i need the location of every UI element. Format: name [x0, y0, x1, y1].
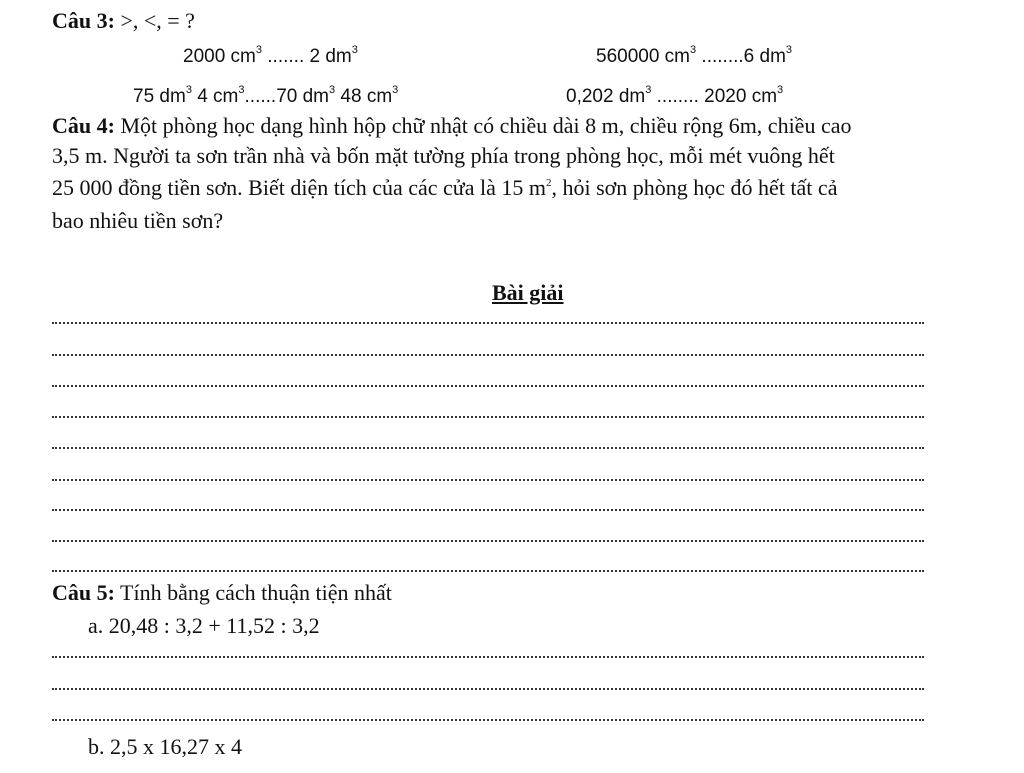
- exponent: 3: [255, 44, 262, 56]
- q3-item-3: [133, 84, 398, 110]
- answer-line: [52, 570, 924, 572]
- q3-item-4-right: 2020 cm: [704, 86, 778, 107]
- q4-text-1: Một phòng học dạng hình hộp chữ nhật có chiều dài 8 m, chiều rộng 6m, chiều cao: [114, 113, 852, 138]
- answer-line: [52, 354, 924, 356]
- q3-item-3-a: 75 dm: [133, 86, 186, 107]
- q5-label: Câu 5:: [52, 580, 115, 605]
- q4-line-2: 3,5 m. Người ta sơn trần nhà và bốn mặt tường phía trong phòng học, mỗi mét vuông hết: [52, 143, 835, 168]
- q5-part-b: b. 2,5 x 16,27 x 4: [88, 734, 242, 759]
- q3-item-3-blank: ......: [244, 86, 277, 107]
- q3-heading: [52, 8, 195, 34]
- answer-line: [52, 416, 924, 418]
- q3-item-3-d: 48 cm: [335, 86, 393, 107]
- q4-line-4: bao nhiêu tiền sơn?: [52, 208, 224, 233]
- q4-text-3a: 25 000 đồng tiền sơn. Biết diện tích của các cửa là 15 m: [52, 175, 546, 200]
- q3-item-2: [596, 44, 792, 70]
- exponent: 3: [238, 84, 245, 96]
- q3-item-4: [566, 84, 783, 110]
- answer-line: [52, 688, 924, 690]
- q4-line-1: [52, 113, 851, 139]
- q3-item-1-blank: .......: [267, 46, 305, 67]
- answer-line: [52, 509, 924, 511]
- q5-heading: [52, 580, 392, 606]
- q4-label: Câu 4:: [52, 113, 115, 138]
- exponent: 3: [785, 44, 793, 56]
- exponent: 3: [329, 84, 336, 96]
- q3-item-1-right: 2 dm: [309, 46, 352, 67]
- exponent: 3: [645, 84, 652, 96]
- q3-item-1: [183, 44, 358, 70]
- q4-line-3: [52, 175, 837, 201]
- exponent: 3: [777, 84, 784, 96]
- exponent: 3: [351, 44, 358, 56]
- answer-line: [52, 479, 924, 481]
- q3-item-2-blank: ........: [701, 46, 744, 67]
- q3-item-2-right: 6 dm: [743, 46, 786, 67]
- q3-label: Câu 3:: [52, 8, 115, 33]
- answer-line: [52, 656, 924, 658]
- answer-line: [52, 540, 924, 542]
- exponent: 3: [185, 84, 192, 96]
- q3-item-3-b: 4 cm: [191, 86, 239, 107]
- answer-line: [52, 719, 924, 721]
- q3-item-1-left: 2000 cm: [183, 46, 256, 67]
- q5-part-a: a. 20,48 : 3,2 + 11,52 : 3,2: [88, 613, 320, 638]
- q3-item-4-blank: ........: [656, 86, 699, 107]
- answer-line: [52, 447, 924, 449]
- q3-item-4-left: 0,202 dm: [566, 86, 646, 107]
- q3-prompt: >, <, = ?: [120, 8, 195, 33]
- q3-item-2-left: 560000 cm: [596, 46, 691, 67]
- exponent: 2: [545, 177, 552, 189]
- solution-title: Bài giải: [492, 280, 564, 305]
- exponent: 3: [392, 84, 399, 96]
- exponent: 3: [690, 44, 697, 56]
- q4-text-3b: , hỏi sơn phòng học đó hết tất cả: [551, 175, 838, 200]
- q3-item-3-c: 70 dm: [276, 86, 330, 107]
- answer-line: [52, 322, 924, 324]
- q5-text: Tính bằng cách thuận tiện nhất: [114, 580, 392, 605]
- answer-line: [52, 385, 924, 387]
